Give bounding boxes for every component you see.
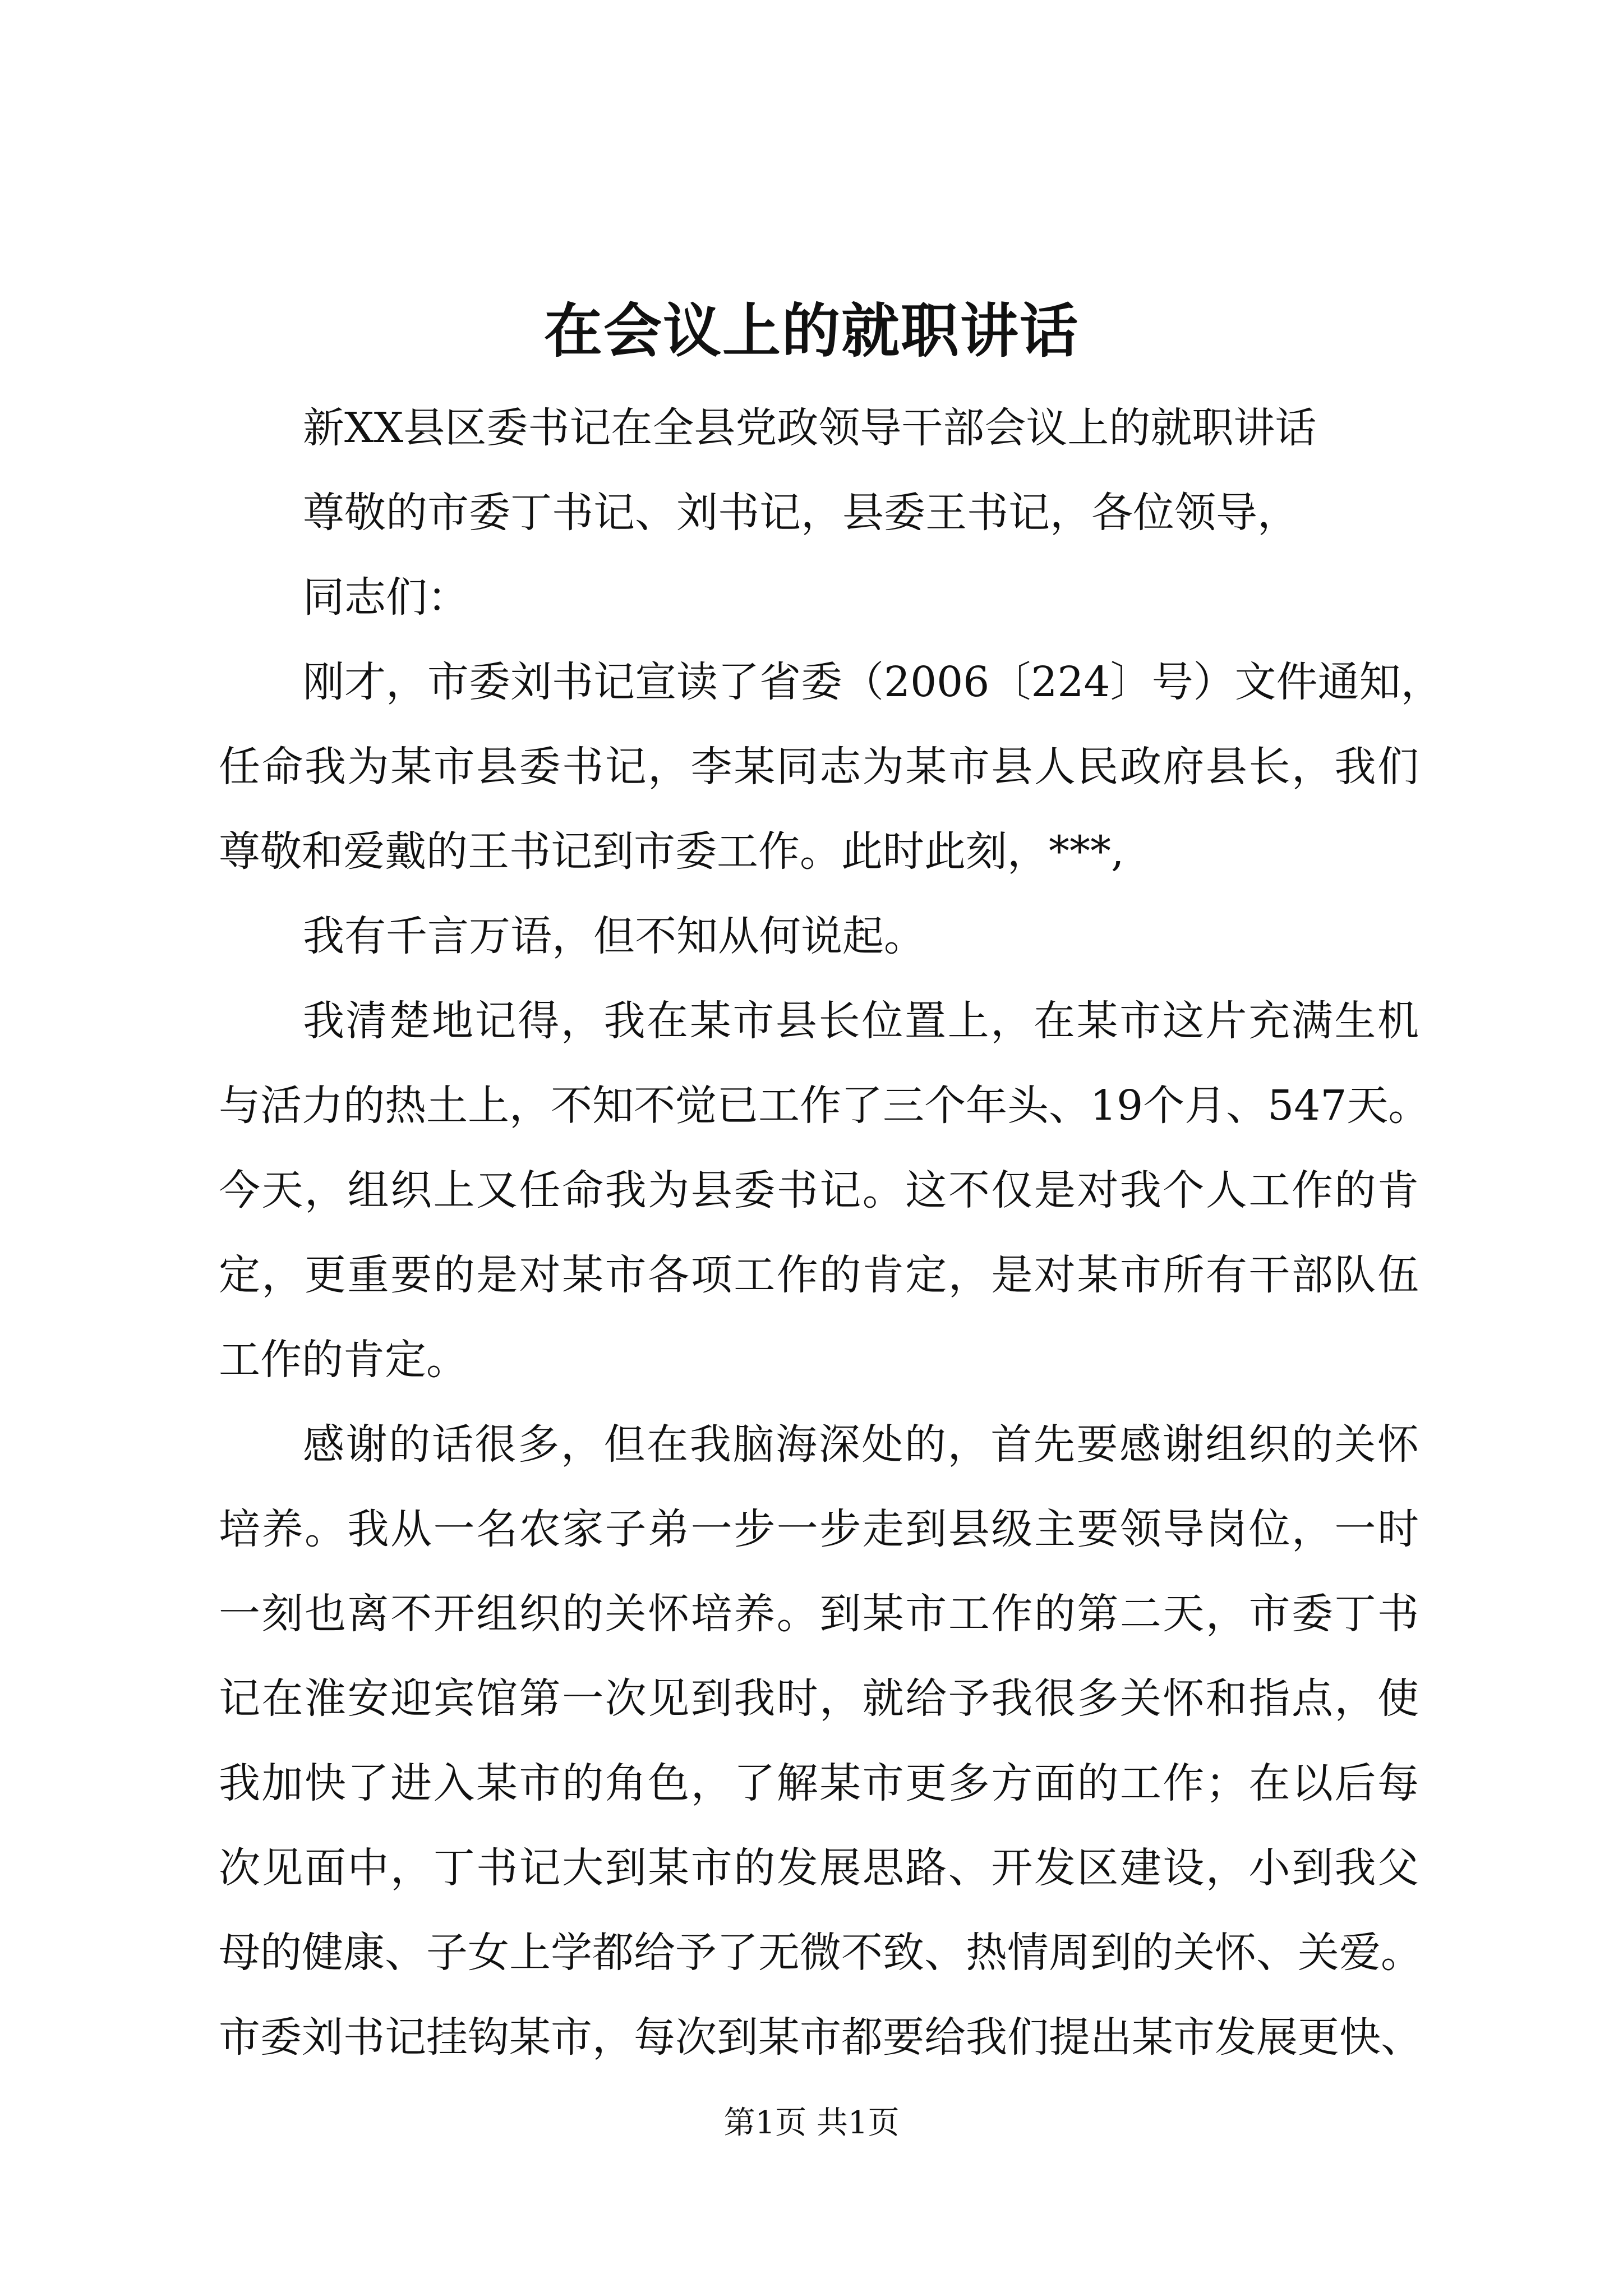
body-line: 今天，组织上又任命我为县委书记。这不仅是对我个人工作的肯 bbox=[219, 1166, 1419, 1214]
body-line: 我清楚地记得，我在某市县长位置上，在某市这片充满生机 bbox=[303, 997, 1419, 1045]
body-line: 刚才，市委刘书记宣读了省委（2006〔224〕号）文件通知， bbox=[303, 658, 1442, 706]
body-line: 尊敬的市委丁书记、刘书记，县委王书记，各位领导， bbox=[303, 489, 1299, 537]
body-line: 尊敬和爱戴的王书记到市委工作。此时此刻，***, bbox=[219, 827, 1124, 876]
body-line: 我加快了进入某市的角色，了解某市更多方面的工作；在以后每 bbox=[219, 1759, 1419, 1807]
document-title: 在会议上的就职讲话 bbox=[543, 296, 1079, 365]
body-line: 记在淮安迎宾馆第一次见到我时，就给予我很多关怀和指点，使 bbox=[219, 1674, 1419, 1723]
body-line: 新XX县区委书记在全县党政领导干部会议上的就职讲话 bbox=[303, 404, 1317, 452]
body-line: 工作的肯定。 bbox=[219, 1336, 468, 1384]
document-body bbox=[219, 386, 1442, 2080]
body-line: 次见面中，丁书记大到某市的发展思路、开发区建设，小到我父 bbox=[219, 1844, 1419, 1892]
body-line: 母的健康、子女上学都给予了无微不致、热情周到的关怀、关爱。 bbox=[219, 1929, 1422, 1977]
page-footer: 第1页 共1页 bbox=[723, 2105, 900, 2141]
body-line: 我有千言万语，但不知从何说起。 bbox=[303, 912, 925, 960]
body-line: 定，更重要的是对某市各项工作的肯定，是对某市所有干部队伍 bbox=[219, 1251, 1419, 1299]
body-line: 培养。我从一名农家子弟一步一步走到县级主要领导岗位，一时 bbox=[219, 1505, 1419, 1553]
body-line: 一刻也离不开组织的关怀培养。到某市工作的第二天，市委丁书 bbox=[219, 1590, 1419, 1638]
body-line: 同志们： bbox=[303, 573, 469, 622]
body-line: 与活力的热土上，不知不觉已工作了三个年头、19个月、547天。 bbox=[219, 1082, 1430, 1130]
body-line: 任命我为某市县委书记，李某同志为某市县人民政府县长，我们 bbox=[219, 743, 1419, 791]
body-line: 市委刘书记挂钩某市，每次到某市都要给我们提出某市发展更快、 bbox=[219, 2013, 1422, 2062]
body-line: 感谢的话很多，但在我脑海深处的，首先要感谢组织的关怀 bbox=[303, 1420, 1419, 1469]
